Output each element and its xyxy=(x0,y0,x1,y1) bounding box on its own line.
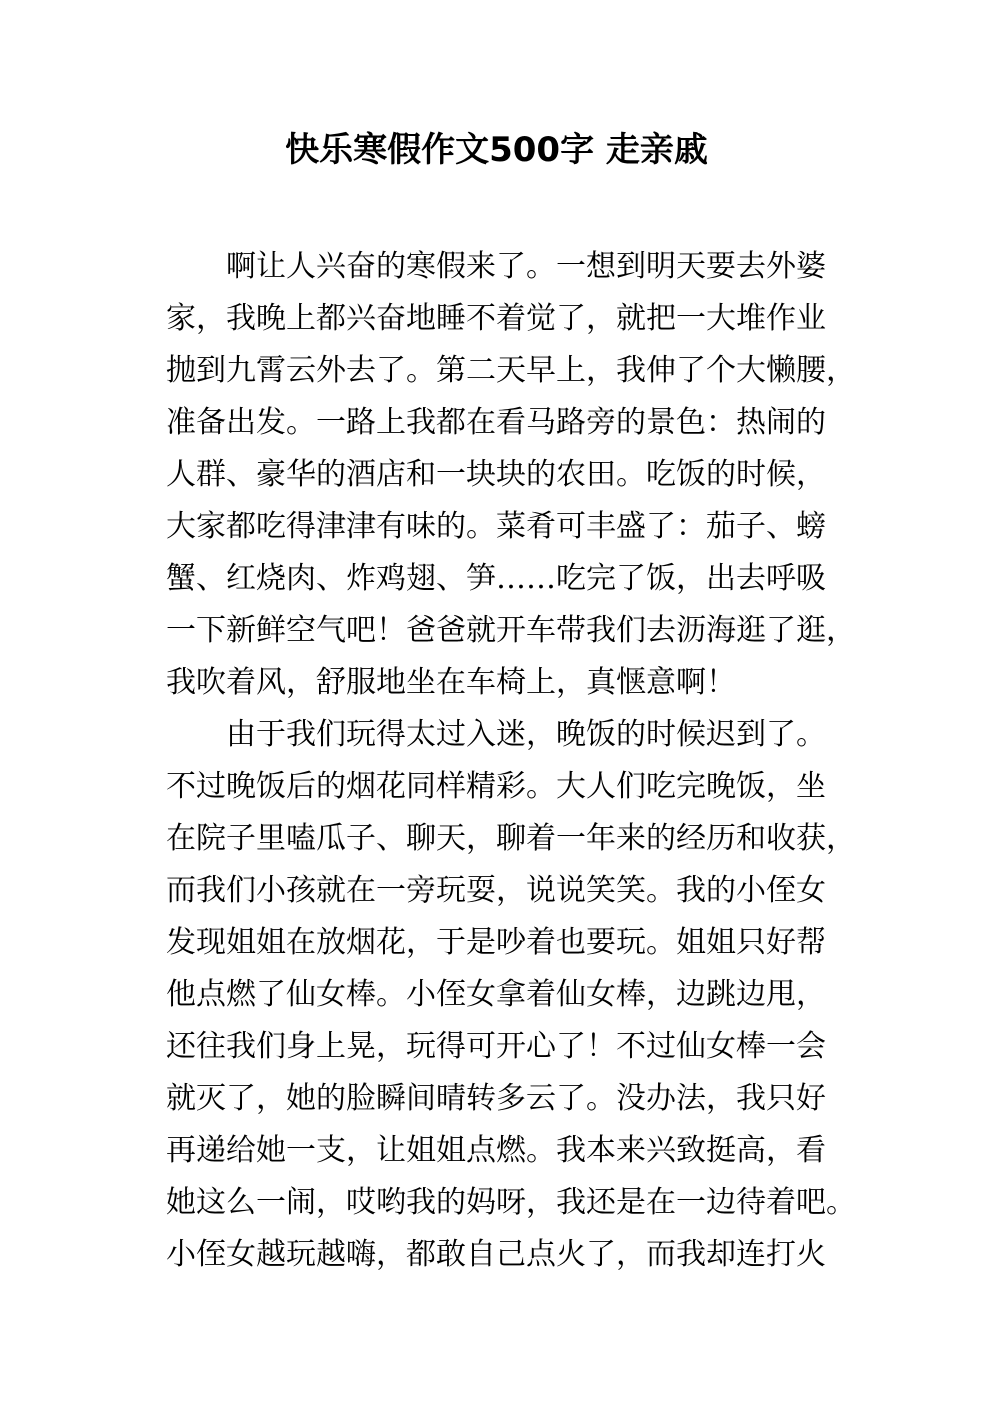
text-line: 家，我晚上都兴奋地睡不着觉了，就把一大堆作业 xyxy=(166,301,826,336)
text-line: 还往我们身上晃，玩得可开心了！不过仙女棒一会 xyxy=(166,1029,826,1064)
text-line: 再递给她一支，让姐姐点燃。我本来兴致挺高，看 xyxy=(166,1133,826,1168)
document-title: 快乐寒假作文500字 走亲戚 xyxy=(285,130,708,170)
text-line: 她这么一闹，哎哟我的妈呀，我还是在一边待着吧。 xyxy=(166,1185,856,1220)
text-line: 小侄女越玩越嗨，都敢自己点火了，而我却连打火 xyxy=(166,1237,826,1272)
paragraph-first-line: 啊让人兴奋的寒假来了。一想到明天要去外婆 xyxy=(226,249,826,284)
text-line: 在院子里嗑瓜子、聊天，聊着一年来的经历和收获， xyxy=(166,821,856,856)
text-line: 一下新鲜空气吧！爸爸就开车带我们去沥海逛了逛， xyxy=(166,613,856,648)
text-line: 我吹着风，舒服地坐在车椅上，真惬意啊！ xyxy=(166,665,736,700)
text-line: 大家都吃得津津有味的。菜肴可丰盛了：茄子、螃 xyxy=(166,509,826,544)
text-line: 就灭了，她的脸瞬间晴转多云了。没办法，我只好 xyxy=(166,1081,826,1116)
text-line: 不过晚饭后的烟花同样精彩。大人们吃完晚饭，坐 xyxy=(166,769,826,804)
text-line: 发现姐姐在放烟花，于是吵着也要玩。姐姐只好帮 xyxy=(166,925,826,960)
paragraph-first-line: 由于我们玩得太过入迷，晚饭的时候迟到了。 xyxy=(226,717,826,752)
essay-body xyxy=(166,241,866,1281)
text-line: 准备出发。一路上我都在看马路旁的景色：热闹的 xyxy=(166,405,826,440)
text-line: 抛到九霄云外去了。第二天早上，我伸了个大懒腰， xyxy=(166,353,856,388)
text-line: 而我们小孩就在一旁玩耍，说说笑笑。我的小侄女 xyxy=(166,873,826,908)
text-line: 人群、豪华的酒店和一块块的农田。吃饭的时候， xyxy=(166,457,826,492)
text-line: 他点燃了仙女棒。小侄女拿着仙女棒，边跳边甩， xyxy=(166,977,826,1012)
text-line: 蟹、红烧肉、炸鸡翅、笋……吃完了饭，出去呼吸 xyxy=(166,561,826,596)
